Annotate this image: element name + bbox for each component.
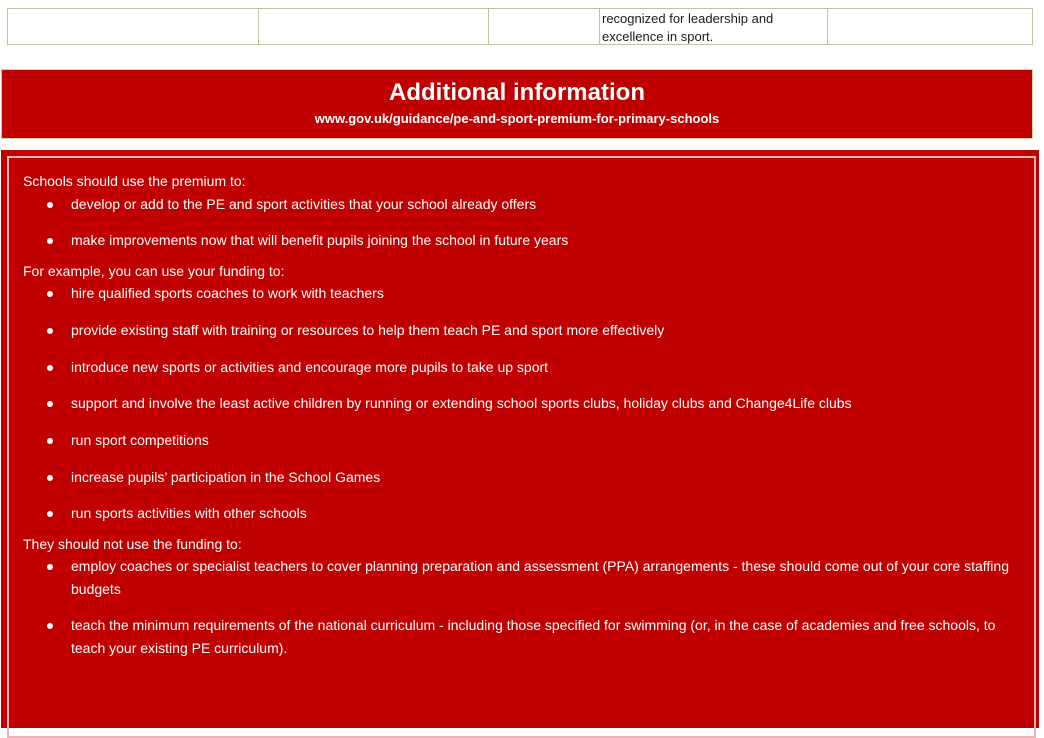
list-item-text: provide existing staff with training or resources to help them teach PE and sport more effectively <box>71 321 665 338</box>
list-item <box>23 193 1013 216</box>
table-cell <box>489 9 600 44</box>
banner-title: Additional information <box>389 79 645 106</box>
additional-info-banner <box>1 69 1033 139</box>
bullet-list <box>23 555 1013 659</box>
info-content <box>23 170 1013 673</box>
bullet-icon <box>47 511 53 517</box>
guidance-url-link[interactable]: www.gov.uk/guidance/pe-and-sport-premium-for-primary-schools <box>314 111 720 126</box>
table-cell <box>8 9 259 44</box>
bullet-icon <box>47 401 53 407</box>
bullet-icon <box>47 328 53 334</box>
section-intro: They should not use the funding to: <box>23 535 242 552</box>
bullet-icon <box>47 564 53 570</box>
list-item-text: run sports activities with other schools <box>71 505 307 522</box>
list-item-text: run sport competitions <box>71 431 209 448</box>
list-item-text: make improvements now that will benefit pupils joining the school in future years <box>71 232 569 249</box>
list-item <box>23 614 1013 659</box>
list-item-text: support and involve the least active children by running or extending school sports clubs, holiday clubs and Change4Life clubs <box>71 395 852 412</box>
list-item <box>23 392 1013 415</box>
bullet-icon <box>47 238 53 244</box>
list-item <box>23 356 1013 379</box>
list-item <box>23 282 1013 305</box>
list-item-text: introduce new sports or activities and encourage more pupils to take up sport <box>71 358 549 375</box>
list-item-text: increase pupils’ participation in the School Games <box>71 468 381 485</box>
list-item-text: employ coaches or specialist teachers to cover planning preparation and assessment (PPA) arrangements - these should come out of your core staffing budgets <box>71 558 1009 597</box>
bullet-icon <box>47 291 53 297</box>
section-intro: For example, you can use your funding to: <box>23 262 285 279</box>
list-item <box>23 502 1013 525</box>
list-item-text: teach the minimum requirements of the national curriculum - including those specified for swimming (or, in the case of academies and free schools, to teach your existing PE curriculum). <box>71 617 996 656</box>
list-item <box>23 319 1013 342</box>
bullet-icon <box>47 438 53 444</box>
table-cell <box>259 9 489 44</box>
info-panel <box>1 150 1039 728</box>
bullet-list <box>23 282 1013 525</box>
list-item <box>23 429 1013 452</box>
bullet-icon <box>47 475 53 481</box>
list-item <box>23 229 1013 252</box>
table-row <box>7 8 1033 45</box>
list-item <box>23 466 1013 489</box>
bullet-list <box>23 193 1013 252</box>
table-cell <box>828 9 1032 44</box>
list-item-text: develop or add to the PE and sport activities that your school already offers <box>71 195 537 212</box>
section-intro: Schools should use the premium to: <box>23 173 246 189</box>
list-item <box>23 555 1013 600</box>
bullet-icon <box>47 623 53 629</box>
bullet-icon <box>47 202 53 208</box>
bullet-icon <box>47 365 53 371</box>
list-item-text: hire qualified sports coaches to work with teachers <box>71 285 384 302</box>
table-cell-recognition: recognized for leadership and excellence in sport. <box>600 9 828 44</box>
